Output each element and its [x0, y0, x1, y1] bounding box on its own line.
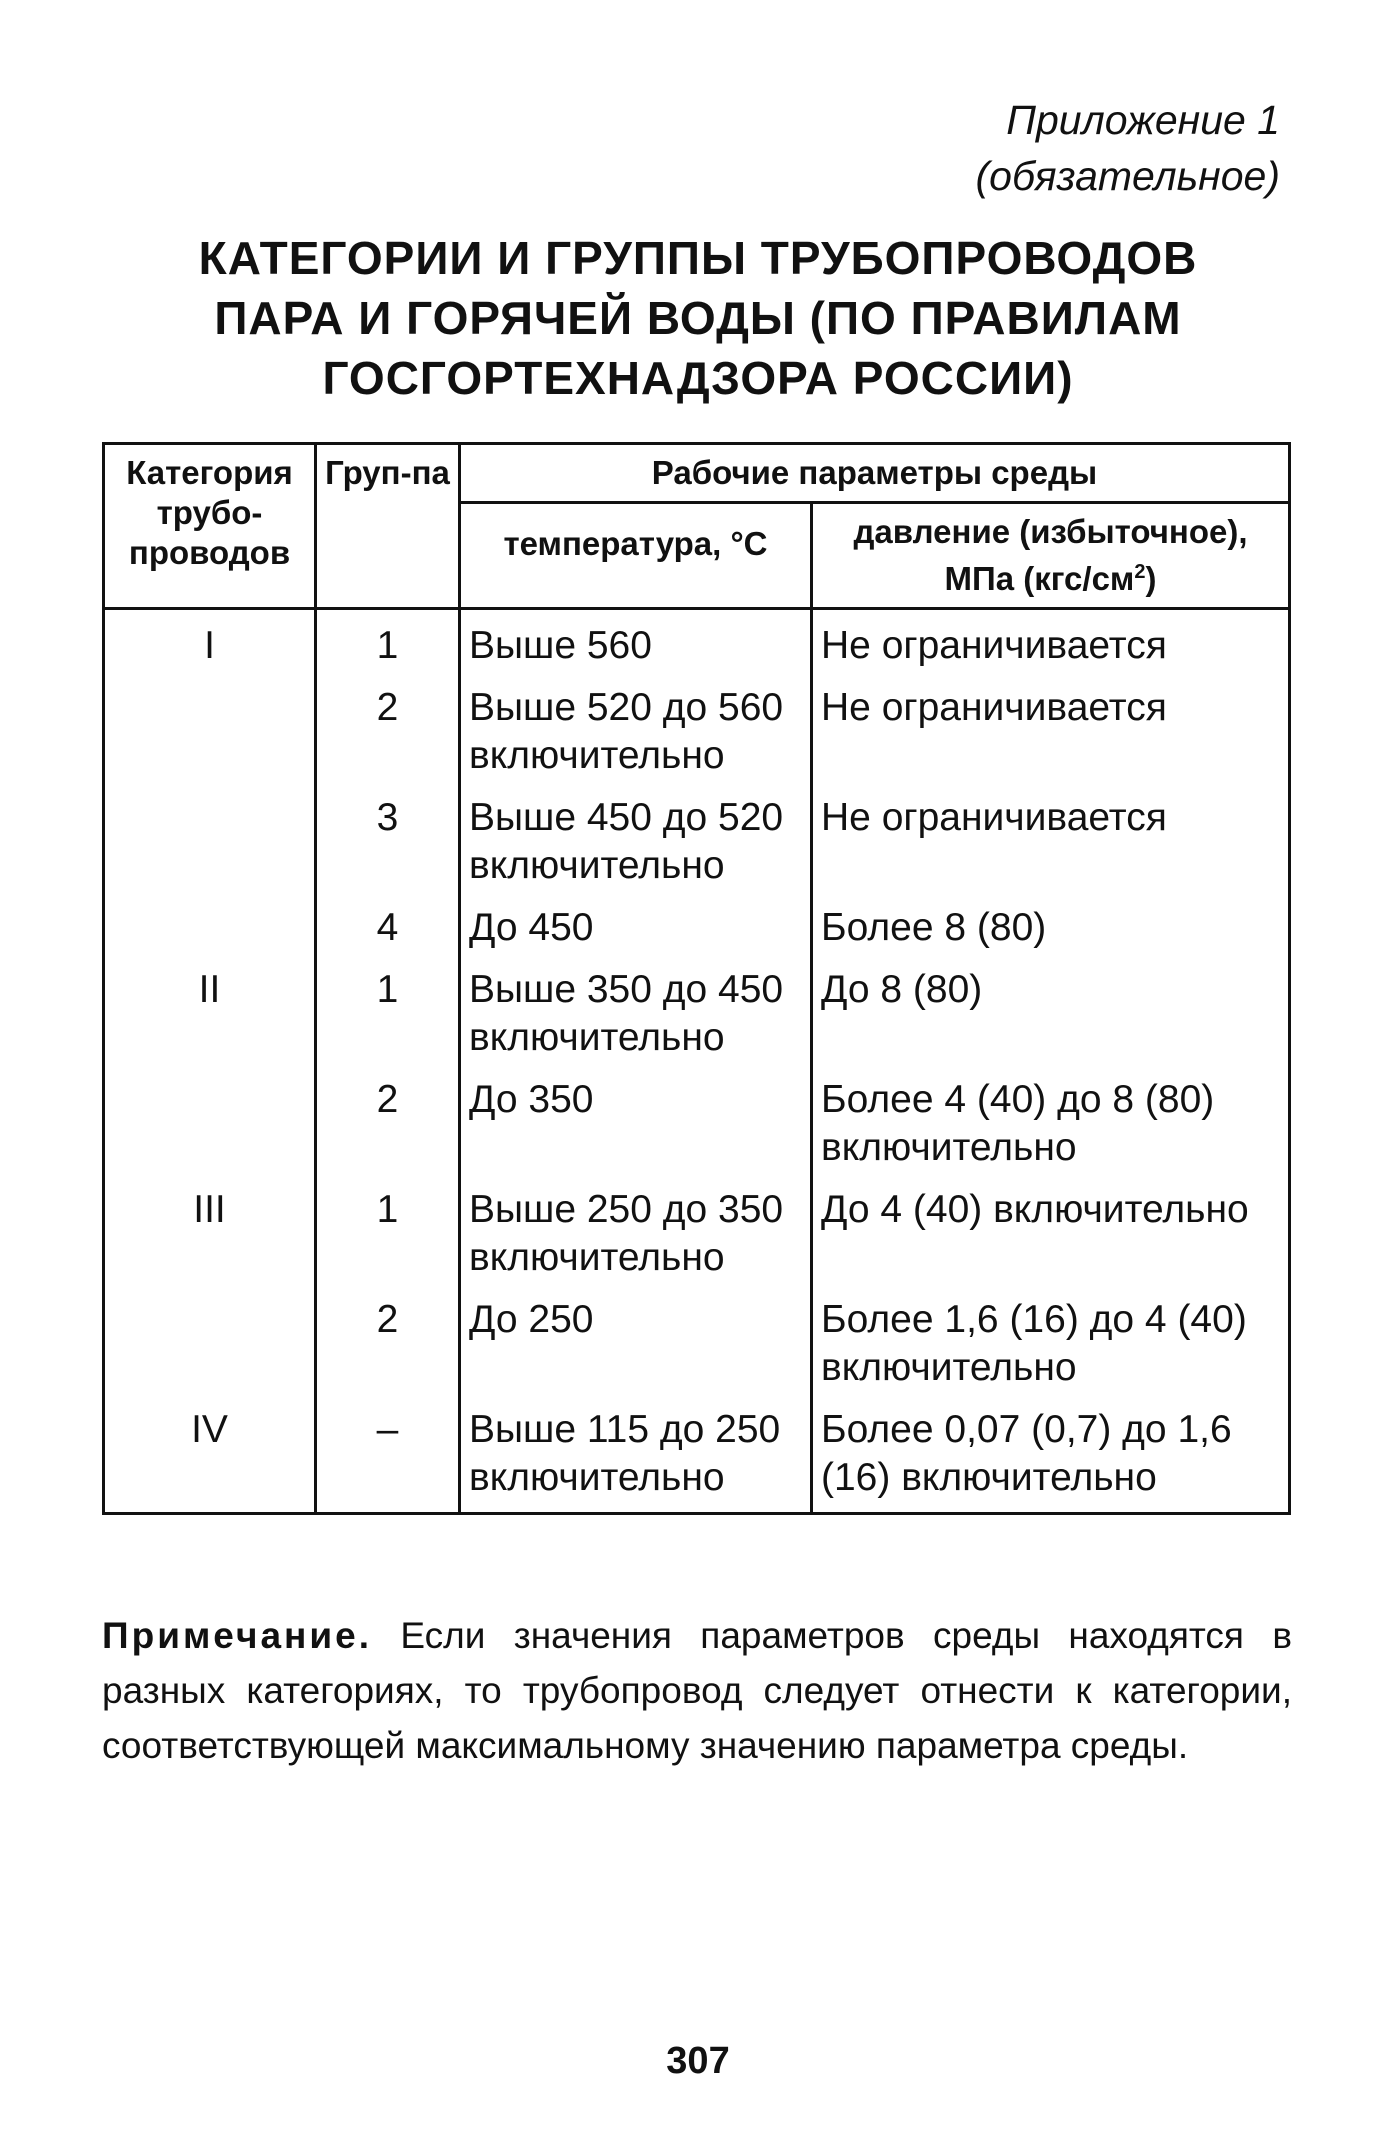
cell-group: 1 [316, 609, 460, 679]
table-header-row [104, 444, 1290, 503]
title-line-2: ПАРА И ГОРЯЧЕЙ ВОДЫ (ПО ПРАВИЛАМ [214, 292, 1182, 344]
note [102, 1608, 1292, 1773]
cell-category [104, 1070, 316, 1180]
cell-temperature: Выше 350 до 450 включительно [460, 960, 812, 1070]
cell-temperature: Выше 450 до 520 включительно [460, 788, 812, 898]
cell-group: 2 [316, 1290, 460, 1400]
table-row [104, 1070, 1290, 1180]
header-working-params: Рабочие параметры среды [460, 444, 1290, 503]
cell-category [104, 1290, 316, 1400]
cell-pressure: Не ограничивается [812, 678, 1290, 788]
header-group: Груп-па [316, 444, 460, 609]
cell-temperature: Выше 560 [460, 609, 812, 679]
cell-group: 3 [316, 788, 460, 898]
cell-group: 4 [316, 898, 460, 960]
title-line-1: КАТЕГОРИИ И ГРУППЫ ТРУБОПРОВОДОВ [198, 232, 1198, 284]
table-body [104, 609, 1290, 1514]
cell-temperature: До 350 [460, 1070, 812, 1180]
appendix-label [976, 92, 1280, 204]
cell-temperature: Выше 250 до 350 включительно [460, 1180, 812, 1290]
table-row [104, 678, 1290, 788]
cell-pressure: Более 1,6 (16) до 4 (40) включительно [812, 1290, 1290, 1400]
cell-group: 2 [316, 1070, 460, 1180]
header-pressure-sup: 2 [1134, 561, 1146, 583]
cell-category: IV [104, 1400, 316, 1514]
table-row [104, 1290, 1290, 1400]
cell-category: I [104, 609, 316, 679]
header-temperature: температура, °С [460, 503, 812, 609]
cell-category [104, 788, 316, 898]
cell-pressure: До 8 (80) [812, 960, 1290, 1070]
cell-temperature: До 250 [460, 1290, 812, 1400]
table-row [104, 788, 1290, 898]
table-row [104, 1400, 1290, 1514]
cell-group: 2 [316, 678, 460, 788]
cell-pressure: Более 8 (80) [812, 898, 1290, 960]
cell-pressure: До 4 (40) включительно [812, 1180, 1290, 1290]
cell-category [104, 678, 316, 788]
cell-temperature: Выше 520 до 560 включительно [460, 678, 812, 788]
cell-pressure: Не ограничивается [812, 609, 1290, 679]
table-row [104, 609, 1290, 679]
cell-group: 1 [316, 960, 460, 1070]
pipeline-categories-table [102, 442, 1291, 1515]
cell-pressure: Не ограничивается [812, 788, 1290, 898]
cell-temperature: До 450 [460, 898, 812, 960]
note-label: Примечание. [102, 1615, 372, 1656]
table-row [104, 898, 1290, 960]
table-row [104, 960, 1290, 1070]
appendix-status: (обязательное) [975, 153, 1280, 199]
header-pressure-text: давление (избыточное), МПа (кгс/см [853, 513, 1248, 597]
table-row [104, 1180, 1290, 1290]
page-title [100, 228, 1296, 408]
header-pressure [812, 503, 1290, 609]
cell-category [104, 898, 316, 960]
cell-category: II [104, 960, 316, 1070]
header-pressure-tail: ) [1145, 560, 1157, 597]
note-text: Если значения параметров среды находятся в разных категориях, то трубопровод следует отнести к категории, соответствующей максимальному значению параметра среды. [102, 1615, 1293, 1766]
title-line-3: ГОСГОРТЕХНАДЗОРА РОССИИ) [322, 352, 1074, 404]
header-category: Категория трубо-проводов [104, 444, 316, 609]
cell-group: – [316, 1400, 460, 1514]
page-number: 307 [666, 2040, 730, 2082]
appendix-number: Приложение 1 [1006, 97, 1280, 143]
cell-category: III [104, 1180, 316, 1290]
cell-pressure: Более 4 (40) до 8 (80) включительно [812, 1070, 1290, 1180]
cell-pressure: Более 0,07 (0,7) до 1,6 (16) включительно [812, 1400, 1290, 1514]
cell-group: 1 [316, 1180, 460, 1290]
cell-temperature: Выше 115 до 250 включительно [460, 1400, 812, 1514]
